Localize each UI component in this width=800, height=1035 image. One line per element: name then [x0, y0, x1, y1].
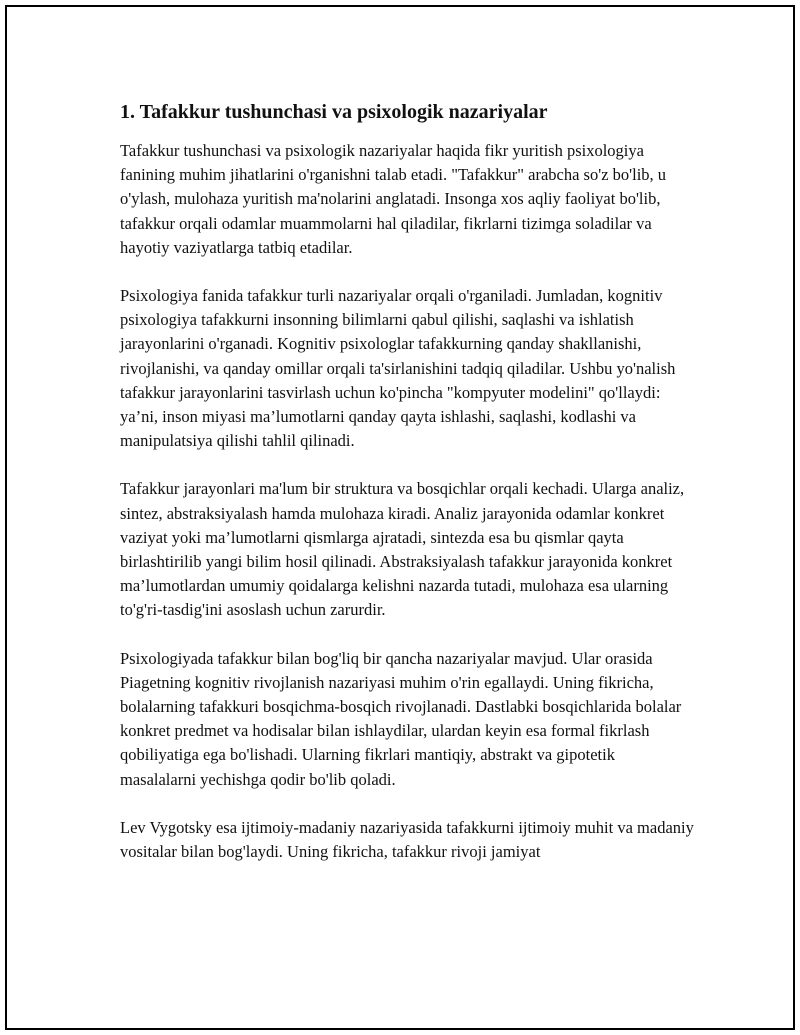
paragraph-2: Psixologiya fanida tafakkur turli nazariyalar orqali o'rganiladi. Jumladan, kognitiv psixologiya tafakkurni insonning bilimlarni qabul qilishi, saqlashi va ishlatish jarayonlarini o'rganadi. Kognitiv psixologlar tafakkurning qanday shakllanishi, rivojlanishi, va qanday omillar orqali ta'sirlanishini tadqiq qiladilar. Ushbu yo'nalish tafakkur jarayonlarini tasvirlash uchun ko'pincha "kompyuter modelini" qo'llaydi: ya’ni, inson miyasi ma’lumotlarni qanday qayta ishlashi, saqlashi, kodlashi va manipulatsiya qilishi tahlil qilinadi. [120, 286, 676, 451]
paragraph-4: Psixologiyada tafakkur bilan bog'liq bir qancha nazariyalar mavjud. Ular orasida Piagetning kognitiv rivojlanish nazariyasi muhim o'rin egallaydi. Uning fikricha, bolalarning tafakkuri bosqichma-bosqich rivojlanadi. Dastlabki bosqichlarida bolalar konkret predmet va hodisalar bilan ishlaydilar, ulardan keyin esa formal fikrlash qobiliyatiga ega bo'lishadi. Ularning fikrlari mantiqiy, abstrakt va gipotetik masalalarni yechishga qodir bo'lib qoladi. [120, 648, 682, 789]
document-body [120, 99, 695, 888]
section-heading: 1. Tafakkur tushunchasi va psixologik nazariyalar [120, 101, 548, 123]
document-page [5, 5, 795, 1030]
paragraph-3: Tafakkur jarayonlari ma'lum bir struktura va bosqichlar orqali kechadi. Ularga analiz, sintez, abstraksiyalash hamda mulohaza kiradi. Analiz jarayonida odamlar konkret vaziyat yoki ma’lumotlarni qismlarga ajratadi, sintezda esa bu qismlar qayta birlashtirilib yangi bilim hosil qilinadi. Abstraksiyalash tafakkur jarayonida konkret ma’lumotlardan umumiy qoidalarga kelishni nazarda tutadi, mulohaza esa ularning to'g'ri-tasdig'ini asoslash uchun zarurdir. [120, 479, 685, 620]
paragraph-1: Tafakkur tushunchasi va psixologik nazariyalar haqida fikr yuritish psixologiya fanining muhim jihatlarini o'rganishni talab etadi. "Tafakkur" arabcha so'z bo'lib, u o'ylash, mulohaza yuritish ma'nolarini anglatadi. Insonga xos aqliy faoliyat bo'lib, tafakkur orqali odamlar muammolarni hal qiladilar, fikrlarni tizimga soladilar va hayotiy vaziyatlarga tatbiq etadilar. [120, 141, 667, 257]
paragraph-5: Lev Vygotsky esa ijtimoiy-madaniy nazariyasida tafakkurni ijtimoiy muhit va madaniy vositalar bilan bog'laydi. Uning fikricha, tafakkur rivoji jamiyat [120, 817, 694, 862]
